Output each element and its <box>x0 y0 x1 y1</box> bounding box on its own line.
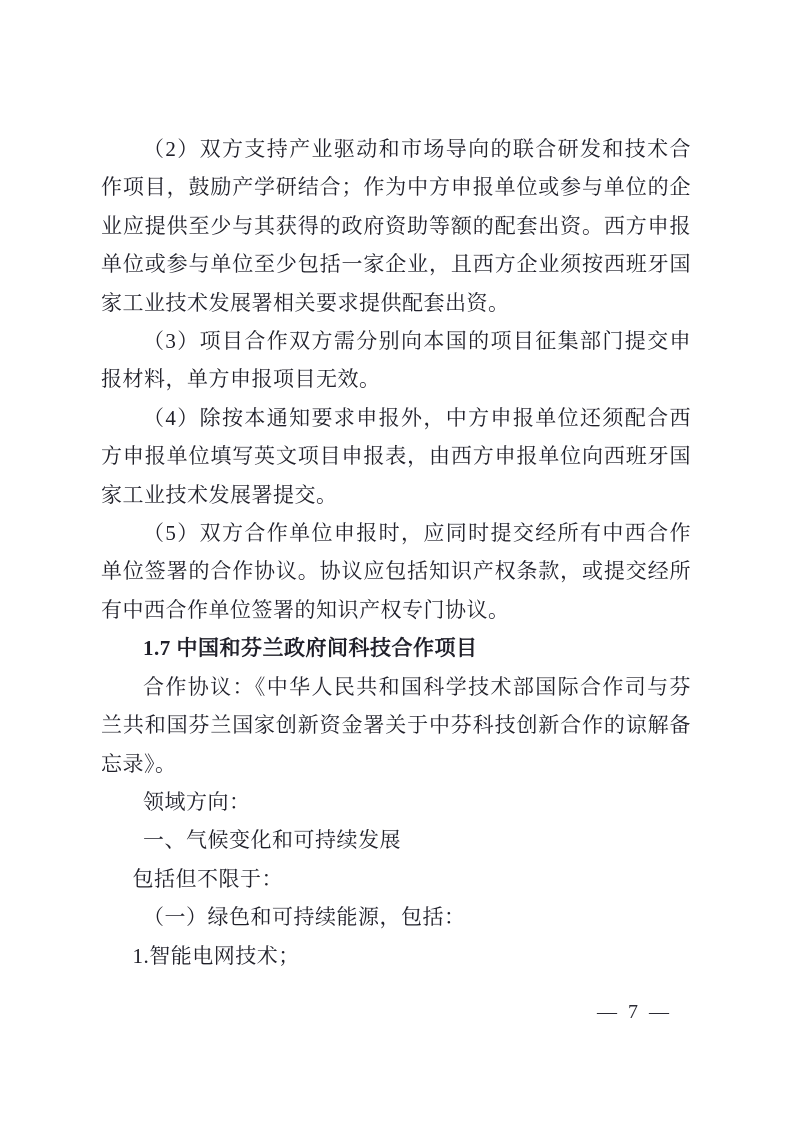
paragraph-field-direction: 领域方向： <box>143 789 251 814</box>
section-heading-1-7: 1.7 中国和芬兰政府间科技合作项目 <box>143 636 478 661</box>
paragraph-item-3: （3）项目合作双方需分别向本国的项目征集部门提交申报材料，单方申报项目无效。 <box>101 329 691 392</box>
paragraph-list-item-1: 1.智能电网技术； <box>132 943 300 968</box>
paragraph-item-2: （2）双方支持产业驱动和市场导向的联合研发和技术合作项目，鼓励产学研结合；作为中方申报单位或参与单位的企业应提供至少与其获得的政府资助等额的配套出资。西方申报单位或参与单位至少包括一家企业，且西方企业须按西班牙国家工业技术发展署相关要求提供配套出资。 <box>101 137 691 315</box>
paragraph-item-5: （5）双方合作单位申报时，应同时提交经所有中西合作单位签署的合作协议。协议应包括知识产权条款，或提交经所有中西合作单位签署的知识产权专门协议。 <box>101 521 691 622</box>
paragraph-subtopic-1: （一）绿色和可持续能源，包括： <box>143 905 466 930</box>
paragraph-topic-1: 一、气候变化和可持续发展 <box>143 828 401 853</box>
page-number: — 7 — <box>597 1001 672 1023</box>
paragraph-agreement: 合作协议：《中华人民共和国科学技术部国际合作司与芬兰共和国芬兰国家创新资金署关于中芬科技创新合作的谅解备忘录》。 <box>101 674 691 776</box>
paragraph-item-4: （4）除按本通知要求申报外，中方申报单位还须配合西方申报单位填写英文项目申报表，由西方申报单位向西班牙国家工业技术发展署提交。 <box>101 405 691 507</box>
paragraph-including: 包括但不限于： <box>132 866 283 891</box>
document-body <box>101 130 691 975</box>
